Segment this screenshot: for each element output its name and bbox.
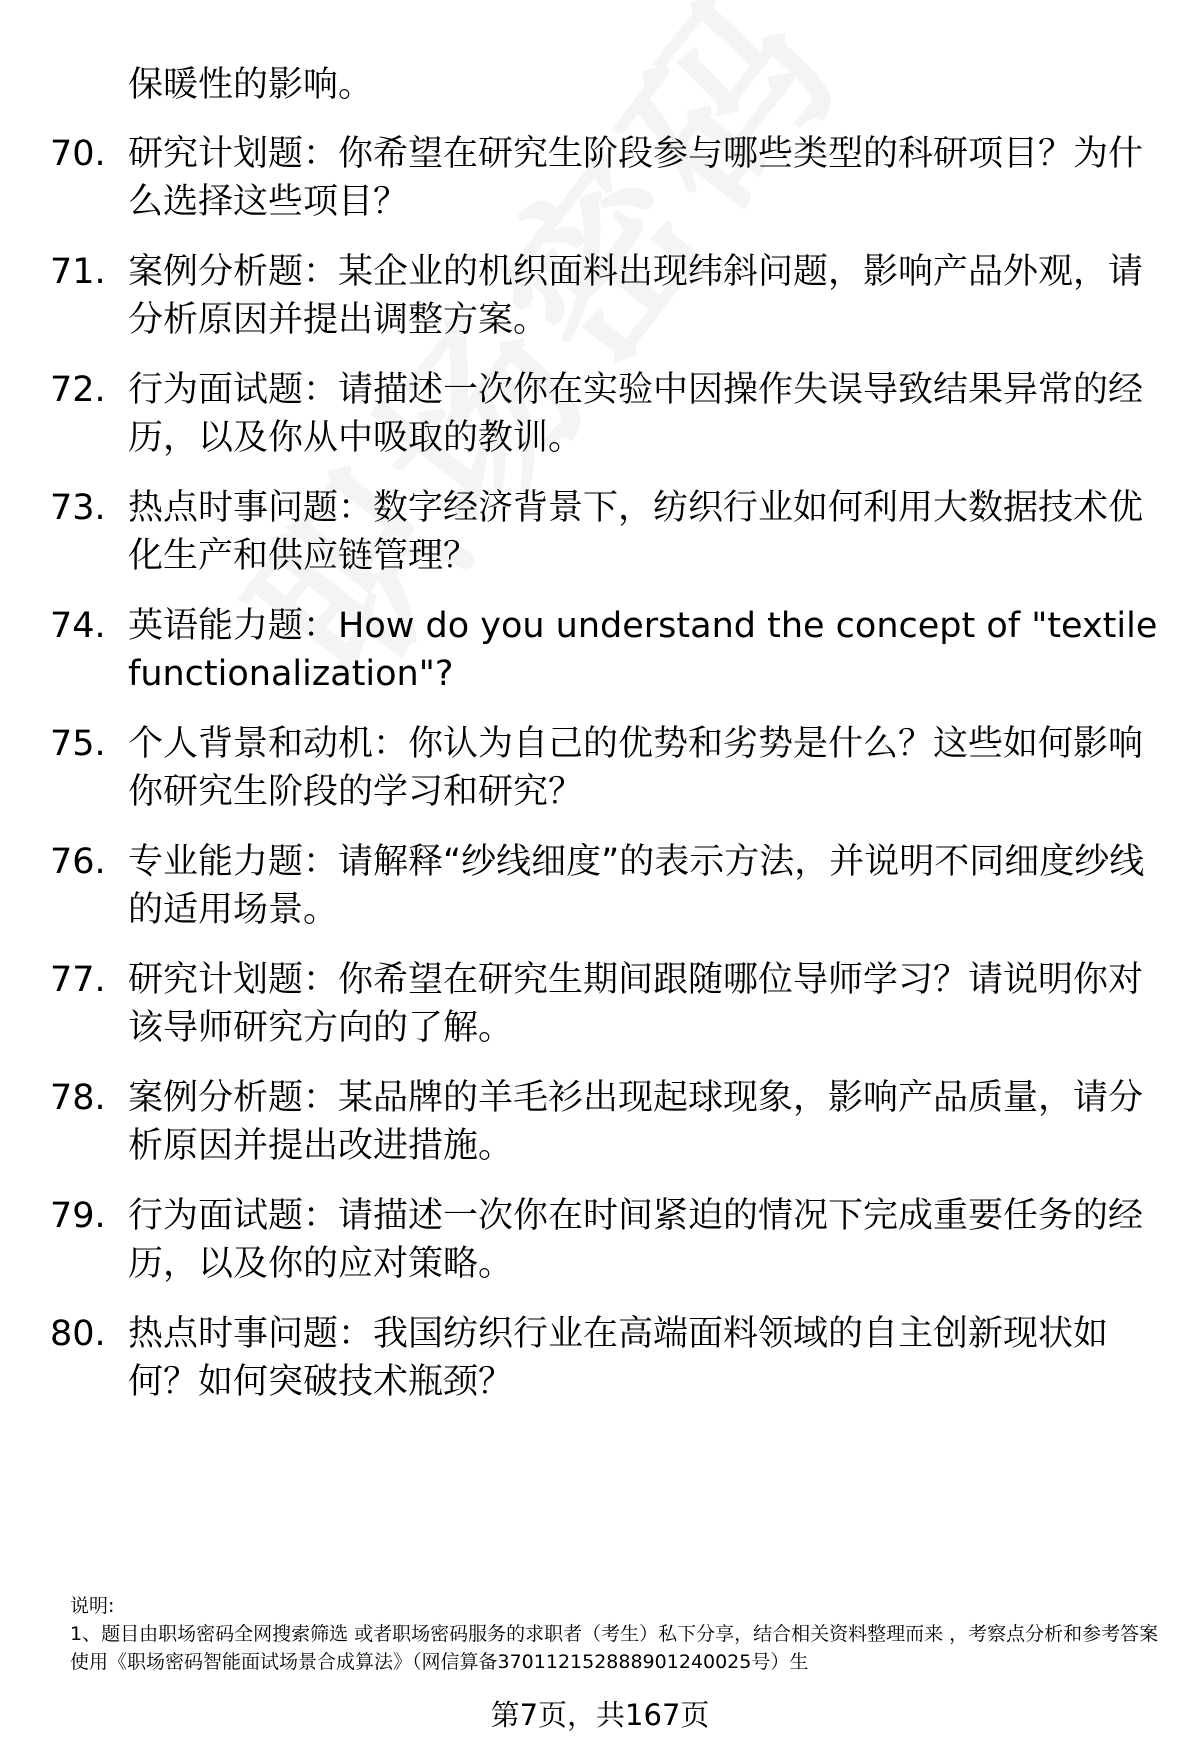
question-text: 个人背景和动机：你认为自己的优势和劣势是什么？这些如何影响你研究生阶段的学习和研究？ (128, 724, 1144, 812)
question-number: 73. (50, 488, 106, 528)
question-text: 行为面试题：请描述一次你在实验中因操作失误导致结果异常的经历，以及你从中吸取的教训。 (128, 370, 1144, 458)
question-number: 80. (50, 1314, 106, 1354)
notes-section (70, 1592, 1160, 1676)
question-item (50, 838, 1160, 934)
question-number: 70. (50, 134, 106, 174)
question-text: 研究计划题：你希望在研究生阶段参与哪些类型的科研项目？为什么选择这些项目？ (128, 134, 1144, 222)
question-number: 74. (50, 606, 106, 646)
question-item (50, 366, 1160, 462)
question-item (50, 956, 1160, 1052)
carry-over-text: 保暖性的影响。 (128, 65, 374, 105)
question-text: 热点时事问题：我国纺织行业在高端面料领域的自主创新现状如何？如何突破技术瓶颈？ (128, 1314, 1109, 1402)
question-item (50, 1310, 1160, 1406)
question-number: 75. (50, 724, 106, 764)
question-item (50, 248, 1160, 344)
question-text: 研究计划题：你希望在研究生期间跟随哪位导师学习？请说明你对该导师研究方向的了解。 (128, 960, 1144, 1048)
question-item (50, 130, 1160, 226)
question-number: 78. (50, 1078, 106, 1118)
question-text: 行为面试题：请描述一次你在时间紧迫的情况下完成重要任务的经历，以及你的应对策略。 (128, 1196, 1144, 1284)
question-item (50, 1192, 1160, 1288)
question-text: 案例分析题：某品牌的羊毛衫出现起球现象，影响产品质量，请分析原因并提出改进措施。 (128, 1078, 1144, 1166)
question-item (50, 602, 1160, 698)
question-number: 79. (50, 1196, 106, 1236)
question-text: 专业能力题：请解释“纱线细度”的表示方法，并说明不同细度纱线的适用场景。 (128, 842, 1145, 930)
question-text: 案例分析题：某企业的机织面料出现纬斜问题，影响产品外观，请分析原因并提出调整方案。 (128, 252, 1144, 340)
question-item (50, 484, 1160, 580)
notes-line: 1、题目由职场密码全网搜索筛选 或者职场密码服务的求职者（考生）私下分享，结合相关资料整理而来 ，考察点分析和参考答案使用《职场密码智能面试场景合成算法》（网信算备370112152888901240025号）生 (70, 1623, 1159, 1673)
question-number: 71. (50, 252, 106, 292)
notes-heading: 说明: (70, 1595, 115, 1617)
question-item (50, 1074, 1160, 1170)
question-number: 72. (50, 370, 106, 410)
question-number: 77. (50, 960, 106, 1000)
question-text: 英语能力题：How do you understand the concept of "textile functionalization"? (128, 606, 1158, 694)
question-number: 76. (50, 842, 106, 882)
question-item (50, 720, 1160, 816)
question-text: 热点时事问题：数字经济背景下，纺织行业如何利用大数据技术优化生产和供应链管理？ (128, 488, 1144, 576)
page-footer: 第7页，共167页 (490, 1698, 710, 1732)
